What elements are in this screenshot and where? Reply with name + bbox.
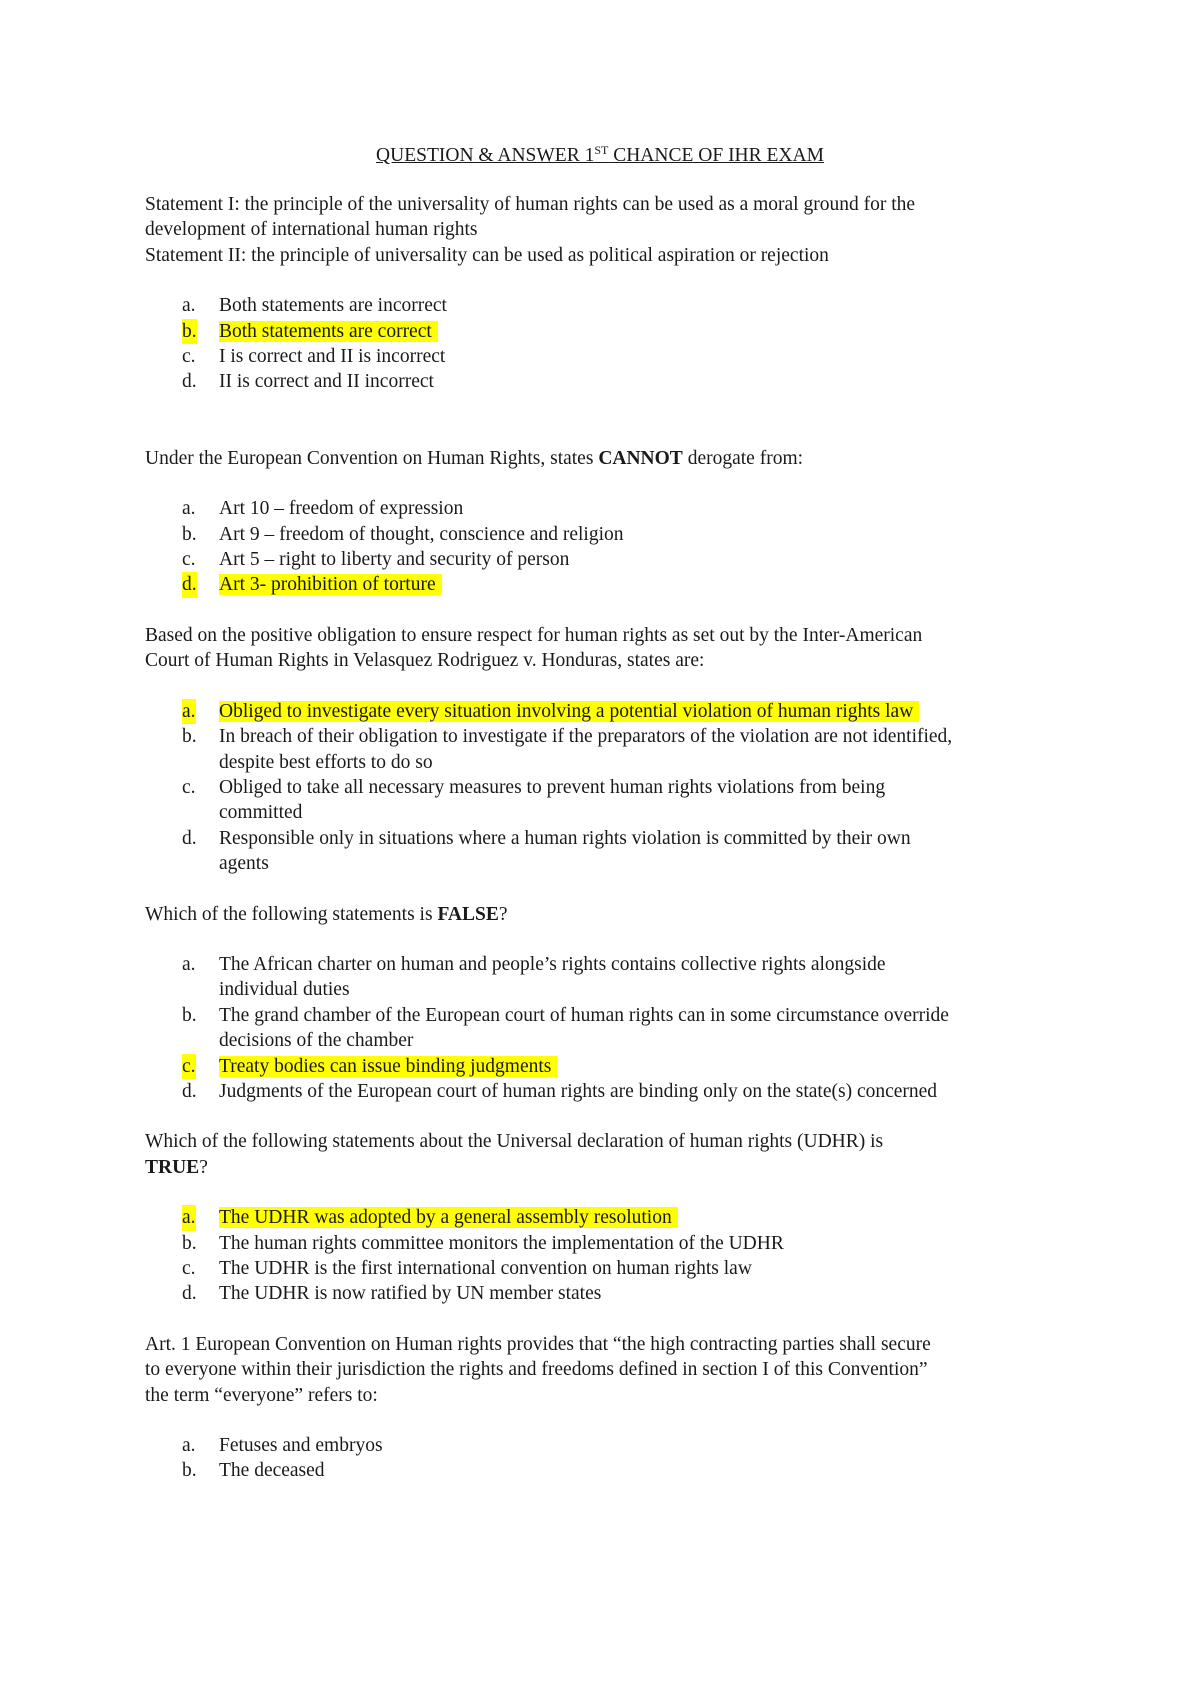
- answer-option-a: a. Both statements are incorrect: [182, 295, 447, 317]
- answer-options: [145, 952, 1070, 1104]
- question-stem-line: Statement II: the principle of universality can be used as political aspiration or rejection: [145, 244, 829, 266]
- question-2: [145, 446, 1070, 598]
- answer-option-d: d. Judgments of the European court of human rights are binding only on the state(s) concerned: [182, 1080, 938, 1102]
- answer-options: [145, 1433, 1070, 1484]
- answer-option-b: b. In breach of their obligation to investigate if the preparators of the violation are not identified, despite best efforts to do so: [182, 726, 953, 773]
- answer-options: [145, 293, 1070, 395]
- question-stem-line: TRUE?: [145, 1156, 208, 1178]
- question-stem: Under the European Convention on Human Rights, states CANNOT derogate from:: [145, 447, 804, 469]
- answer-option-a: a. Fetuses and embryos: [182, 1435, 383, 1457]
- answer-option-d: d. Responsible only in situations where a human rights violation is committed by their own agents: [182, 827, 911, 875]
- question-stem-line: Art. 1 European Convention on Human rights provides that “the high contracting parties shall secure: [145, 1333, 931, 1355]
- title-superscript: ST: [594, 143, 609, 157]
- title-text: QUESTION & ANSWER 1: [376, 145, 595, 166]
- answer-option-d-correct: d. Art 3- prohibition of torture: [145, 572, 1070, 597]
- answer-option-c: c. I is correct and II is incorrect: [182, 346, 446, 368]
- answer-options: [145, 699, 1070, 877]
- document-title: [0, 143, 1200, 169]
- answer-option-b: b. The deceased: [182, 1460, 325, 1482]
- answer-option-a-correct: a. The UDHR was adopted by a general assembly resolution: [145, 1205, 1070, 1230]
- title-text-rest: CHANCE OF IHR EXAM: [608, 145, 824, 166]
- question-5: [145, 1129, 1070, 1306]
- highlighted-answer: Both statements are correct: [219, 321, 438, 342]
- question-stem-line: to everyone within their jurisdiction the rights and freedoms defined in section I of this Convention”: [145, 1359, 928, 1381]
- question-3: [145, 623, 1070, 877]
- answer-option-a: a. Art 10 – freedom of expression: [182, 498, 464, 520]
- highlighted-answer: Obliged to investigate every situation involving a potential violation of human rights law: [219, 701, 919, 722]
- answer-options: [145, 1205, 1070, 1307]
- question-stem-line: Which of the following statements about the Universal declaration of human rights (UDHR) is: [145, 1131, 884, 1153]
- answer-option-b: b. Art 9 – freedom of thought, conscience and religion: [182, 523, 624, 545]
- question-stem-line: Statement I: the principle of the universality of human rights can be used as a moral ground for the: [145, 194, 916, 215]
- answer-option-a: a. The African charter on human and people’s rights contains collective rights alongside individual duties: [182, 953, 886, 1001]
- highlighted-answer: The UDHR was adopted by a general assembly resolution: [219, 1207, 678, 1228]
- answer-option-b: b. The grand chamber of the European court of human rights can in some circumstance override decisions of the chamber: [182, 1004, 949, 1052]
- answer-option-c: c. The UDHR is the first international convention on human rights law: [182, 1258, 752, 1279]
- question-stem: Which of the following statements is FALSE?: [145, 903, 508, 925]
- highlighted-answer: Art 3- prohibition of torture: [219, 574, 442, 595]
- answer-option-c: c. Obliged to take all necessary measures to prevent human rights violations from being committed: [182, 776, 886, 824]
- answer-option-d: d. The UDHR is now ratified by UN member states: [182, 1283, 602, 1305]
- question-1: [145, 192, 1070, 395]
- answer-option-d: d. II is correct and II incorrect: [182, 371, 434, 393]
- answer-option-b-correct: b. Both statements are correct: [145, 319, 1070, 344]
- document-body: [145, 192, 1070, 1484]
- answer-options: [145, 496, 1070, 598]
- answer-option-c: c. Art 5 – right to liberty and security of person: [182, 549, 570, 571]
- question-stem-line: development of international human rights: [145, 219, 478, 241]
- question-4: [145, 902, 1070, 1105]
- question-stem-line: Based on the positive obligation to ensure respect for human rights as set out by the Inter-American: [145, 624, 923, 646]
- answer-option-b: b. The human rights committee monitors the implementation of the UDHR: [182, 1232, 784, 1254]
- answer-option-a-correct: a. Obliged to investigate every situation involving a potential violation of human rights law: [145, 699, 1070, 724]
- highlighted-answer: Treaty bodies can issue binding judgments: [219, 1056, 557, 1077]
- question-6: [145, 1332, 1070, 1484]
- question-stem-line: the term “everyone” refers to:: [145, 1384, 378, 1406]
- answer-option-c-correct: c. Treaty bodies can issue binding judgments: [145, 1054, 1070, 1079]
- question-stem-line: Court of Human Rights in Velasquez Rodriguez v. Honduras, states are:: [145, 650, 705, 672]
